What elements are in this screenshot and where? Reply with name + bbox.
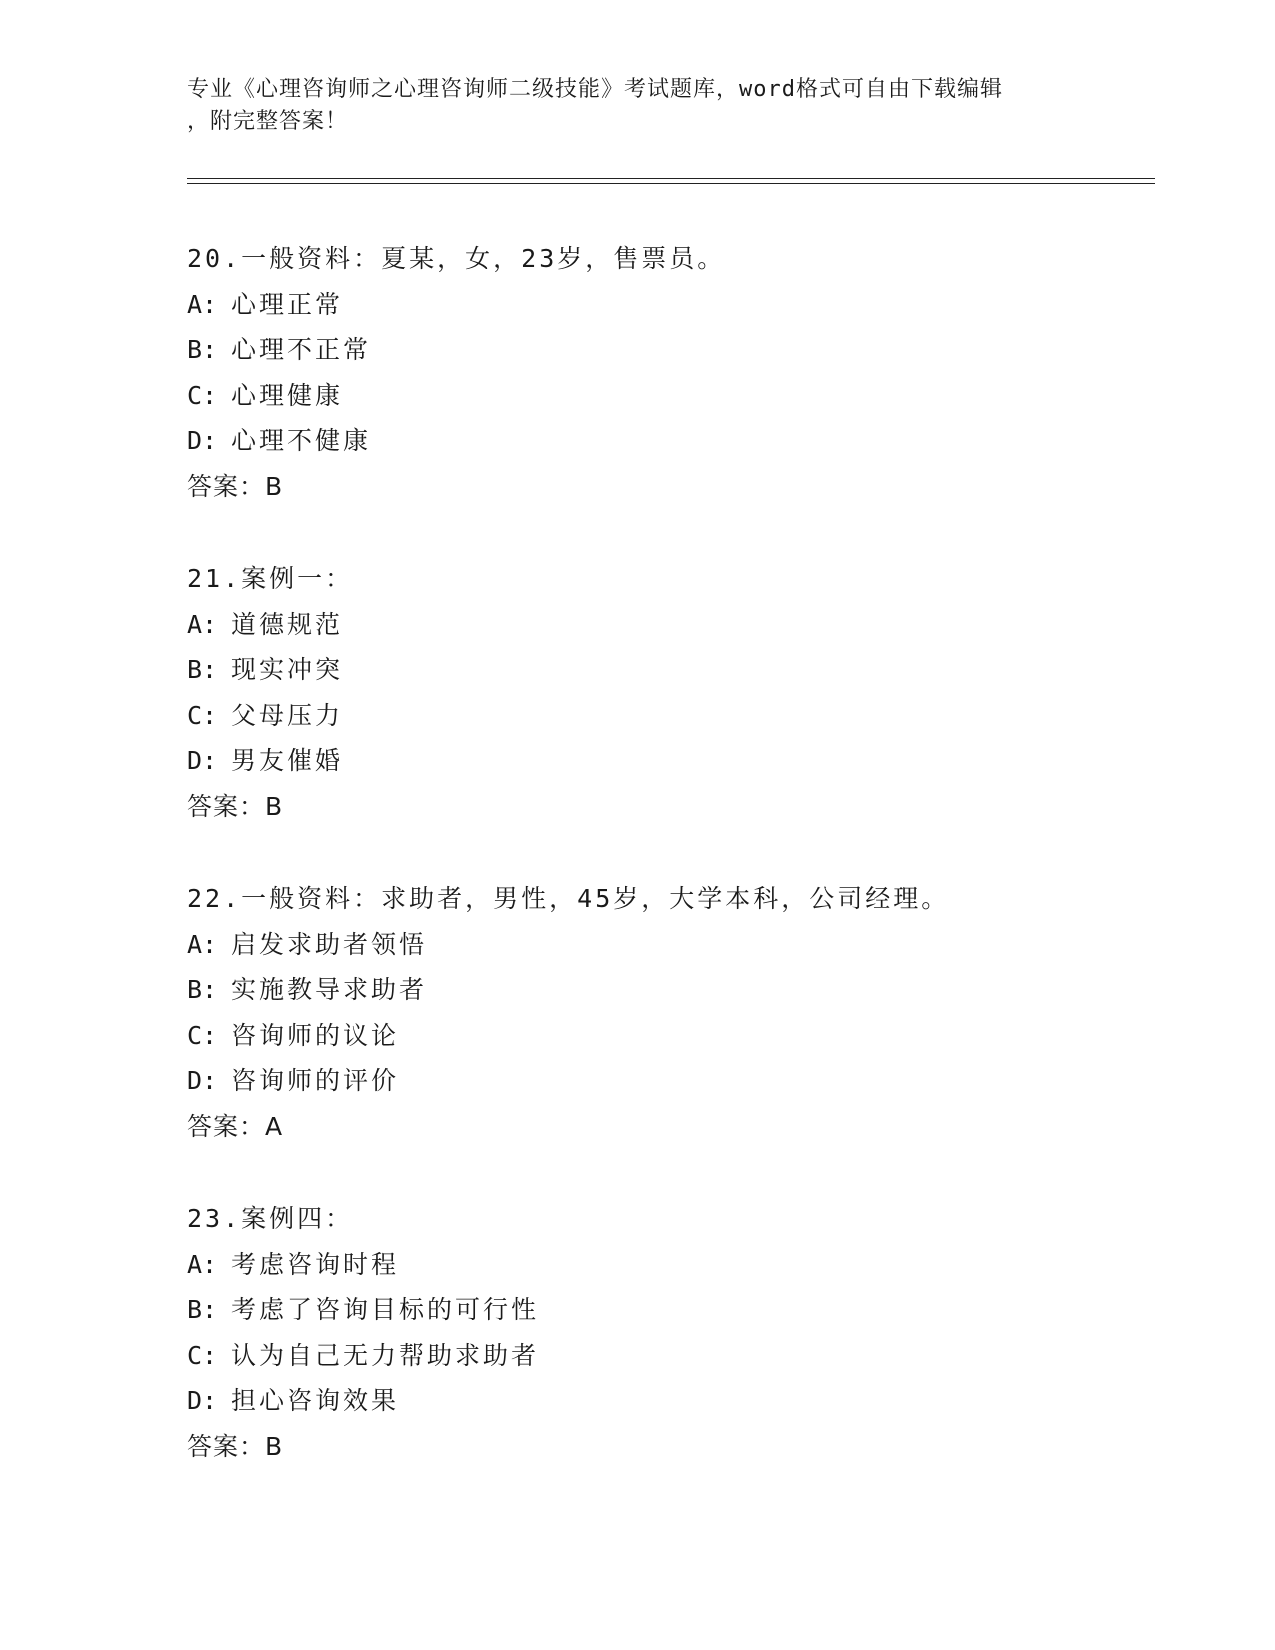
option-a — [187, 282, 1147, 328]
option-letter: D: — [187, 426, 218, 455]
option-text: 考虑了咨询目标的可行性 — [231, 1295, 540, 1324]
option-letter: D: — [187, 1386, 218, 1415]
option-d — [187, 1058, 1147, 1104]
option-text: 启发求助者领悟 — [231, 929, 428, 959]
option-text: 父母压力 — [231, 700, 344, 730]
option-c — [187, 373, 1147, 419]
option-letter: A: — [187, 609, 218, 639]
option-text: 道德规范 — [231, 609, 344, 639]
header-line-1: 专业《心理咨询师之心理咨询师二级技能》考试题库，word格式可自由下载编辑 — [187, 77, 1003, 102]
question-stem: 20.一般资料：夏某，女，23岁，售票员。 — [187, 244, 726, 273]
option-text: 现实冲突 — [231, 655, 344, 684]
option-letter: B: — [187, 655, 218, 684]
option-text: 咨询师的议论 — [231, 1020, 400, 1050]
question-stem: 22.一般资料：求助者，男性，45岁，大学本科，公司经理。 — [187, 884, 950, 913]
option-letter: D: — [187, 746, 218, 775]
answer-line: 答案：B — [187, 471, 284, 501]
question-stem: 23.案例四： — [187, 1204, 354, 1233]
option-text: 心理正常 — [231, 289, 344, 319]
option-b — [187, 1287, 1147, 1333]
option-b — [187, 967, 1147, 1013]
option-letter: A: — [187, 1249, 218, 1279]
header-divider-top — [187, 178, 1155, 179]
option-b — [187, 327, 1147, 373]
option-letter: C: — [187, 700, 218, 730]
option-letter: C: — [187, 380, 218, 410]
option-b — [187, 647, 1147, 693]
option-d — [187, 738, 1147, 784]
header-line-2: ，附完整答案！ — [187, 109, 349, 134]
option-text: 考虑咨询时程 — [231, 1249, 400, 1279]
option-text: 心理健康 — [231, 380, 344, 410]
option-a — [187, 1242, 1147, 1288]
question-stem: 21.案例一： — [187, 564, 354, 593]
option-letter: D: — [187, 1066, 218, 1095]
option-text: 担心咨询效果 — [231, 1386, 400, 1415]
option-a — [187, 602, 1147, 648]
option-letter: A: — [187, 929, 218, 959]
document-header — [187, 74, 1067, 138]
option-text: 咨询师的评价 — [231, 1066, 400, 1095]
question-22 — [187, 876, 1147, 1149]
option-text: 男友催婚 — [231, 746, 344, 775]
option-letter: C: — [187, 1340, 218, 1370]
answer-line: 答案：B — [187, 791, 284, 821]
option-text: 实施教导求助者 — [231, 975, 428, 1004]
option-c — [187, 1333, 1147, 1379]
option-text: 认为自己无力帮助求助者 — [231, 1340, 540, 1370]
option-letter: C: — [187, 1020, 218, 1050]
option-letter: A: — [187, 289, 218, 319]
option-letter: B: — [187, 335, 218, 364]
answer-line: 答案：A — [187, 1111, 284, 1141]
option-c — [187, 693, 1147, 739]
header-divider-bottom — [187, 183, 1155, 184]
option-letter: B: — [187, 975, 218, 1004]
option-text: 心理不正常 — [231, 335, 372, 364]
option-a — [187, 922, 1147, 968]
answer-line: 答案：B — [187, 1431, 284, 1461]
option-letter: B: — [187, 1295, 218, 1324]
question-23 — [187, 1196, 1147, 1469]
question-21 — [187, 556, 1147, 829]
question-20 — [187, 236, 1147, 509]
option-text: 心理不健康 — [231, 426, 372, 455]
option-d — [187, 1378, 1147, 1424]
option-c — [187, 1013, 1147, 1059]
option-d — [187, 418, 1147, 464]
